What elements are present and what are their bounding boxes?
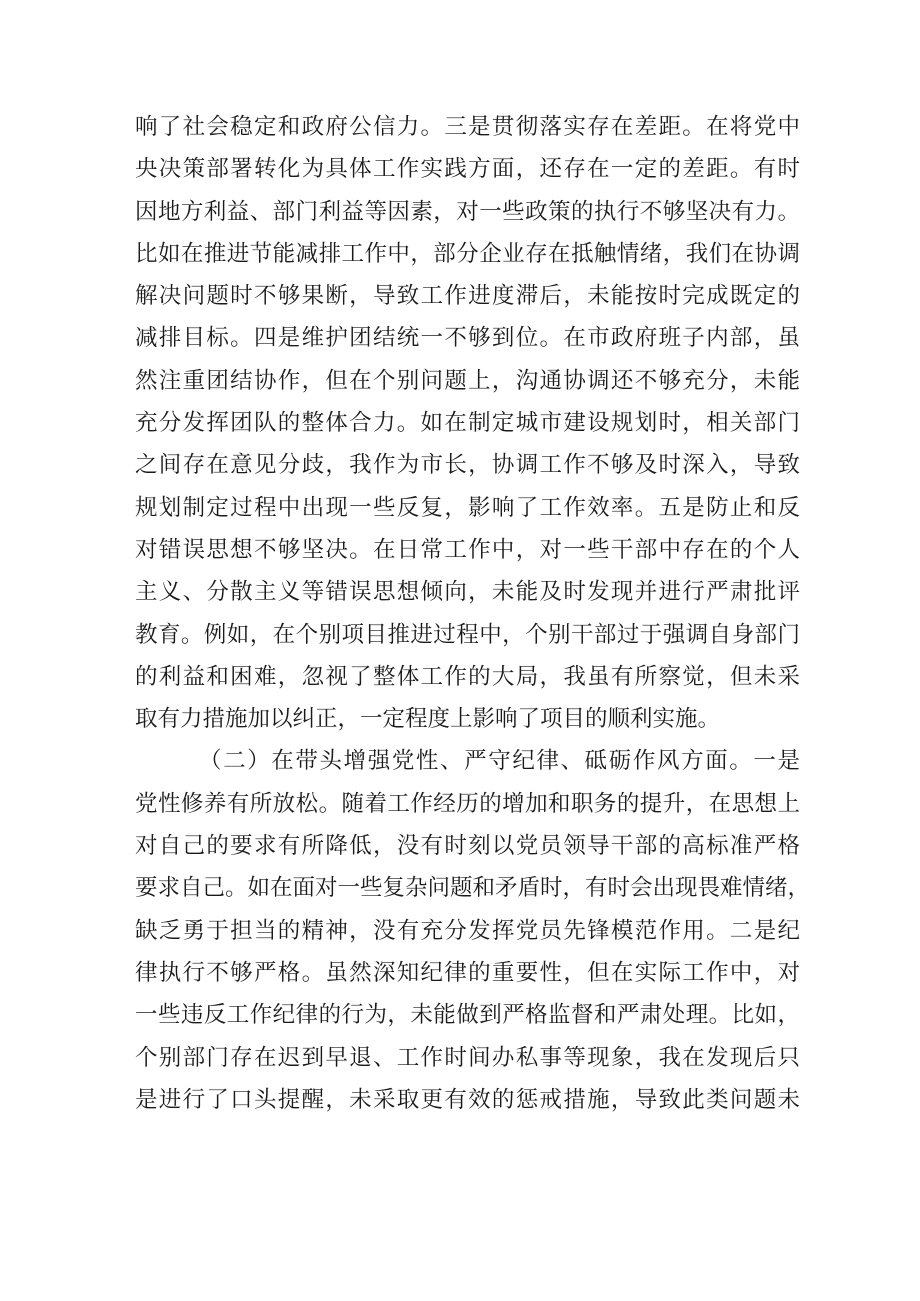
- paragraph-end-line: 取有力措施加以纠正，一定程度上影响了项目的顺利实施。: [135, 706, 721, 733]
- text-line: 规划制定过程中出现一些反复，影响了工作效率。五是防止和反: [135, 494, 800, 521]
- text-line: 对自己的要求有所降低，没有时刻以党员领导干部的高标准严格: [135, 833, 800, 860]
- text-line: 对错误思想不够坚决。在日常工作中，对一些干部中存在的个人: [135, 536, 800, 563]
- text-line: 缺乏勇于担当的精神，没有充分发挥党员先锋模范作用。二是纪: [135, 917, 800, 944]
- text-line: 主义、分散主义等错误思想倾向，未能及时发现并进行严肃批评: [135, 579, 800, 606]
- text-line: 因地方利益、部门利益等因素，对一些政策的执行不够坚决有力。: [135, 198, 800, 225]
- text-line: 律执行不够严格。虽然深知纪律的重要性，但在实际工作中，对: [135, 959, 800, 986]
- text-line: 然注重团结协作，但在个别问题上，沟通协调还不够充分，未能: [135, 367, 800, 394]
- text-line: 比如在推进节能减排工作中，部分企业存在抵触情绪，我们在协调: [135, 240, 800, 267]
- text-line: 减排目标。四是维护团结统一不够到位。在市政府班子内部，虽: [135, 325, 800, 352]
- text-line: 党性修养有所放松。随着工作经历的增加和职务的提升，在思想上: [135, 790, 800, 817]
- text-line: 一些违反工作纪律的行为，未能做到严格监督和严肃处理。比如，: [135, 1002, 800, 1029]
- body-text: [135, 106, 811, 1121]
- section-heading-line: （二）在带头增强党性、严守纪律、砥砺作风方面。一是: [199, 748, 800, 775]
- text-line: 央决策部署转化为具体工作实践方面，还存在一定的差距。有时: [135, 156, 800, 183]
- text-line: 解决问题时不够果断，导致工作进度滞后，未能按时完成既定的: [135, 283, 800, 310]
- text-line: 是进行了口头提醒，未采取更有效的惩戒措施，导致此类问题未: [135, 1086, 800, 1113]
- text-line: 教育。例如，在个别项目推进过程中，个别干部过于强调自身部门: [135, 621, 800, 648]
- text-line: 之间存在意见分歧，我作为市长，协调工作不够及时深入，导致: [135, 452, 800, 479]
- text-line: 个别部门存在迟到早退、工作时间办私事等现象，我在发现后只: [135, 1044, 800, 1071]
- text-line: 充分发挥团队的整体合力。如在制定城市建设规划时，相关部门: [135, 410, 800, 437]
- text-line: 的利益和困难，忽视了整体工作的大局，我虽有所察觉，但未采: [135, 663, 800, 690]
- text-line: 要求自己。如在面对一些复杂问题和矛盾时，有时会出现畏难情绪，: [135, 875, 811, 902]
- text-line: 响了社会稳定和政府公信力。三是贯彻落实存在差距。在将党中: [135, 114, 800, 140]
